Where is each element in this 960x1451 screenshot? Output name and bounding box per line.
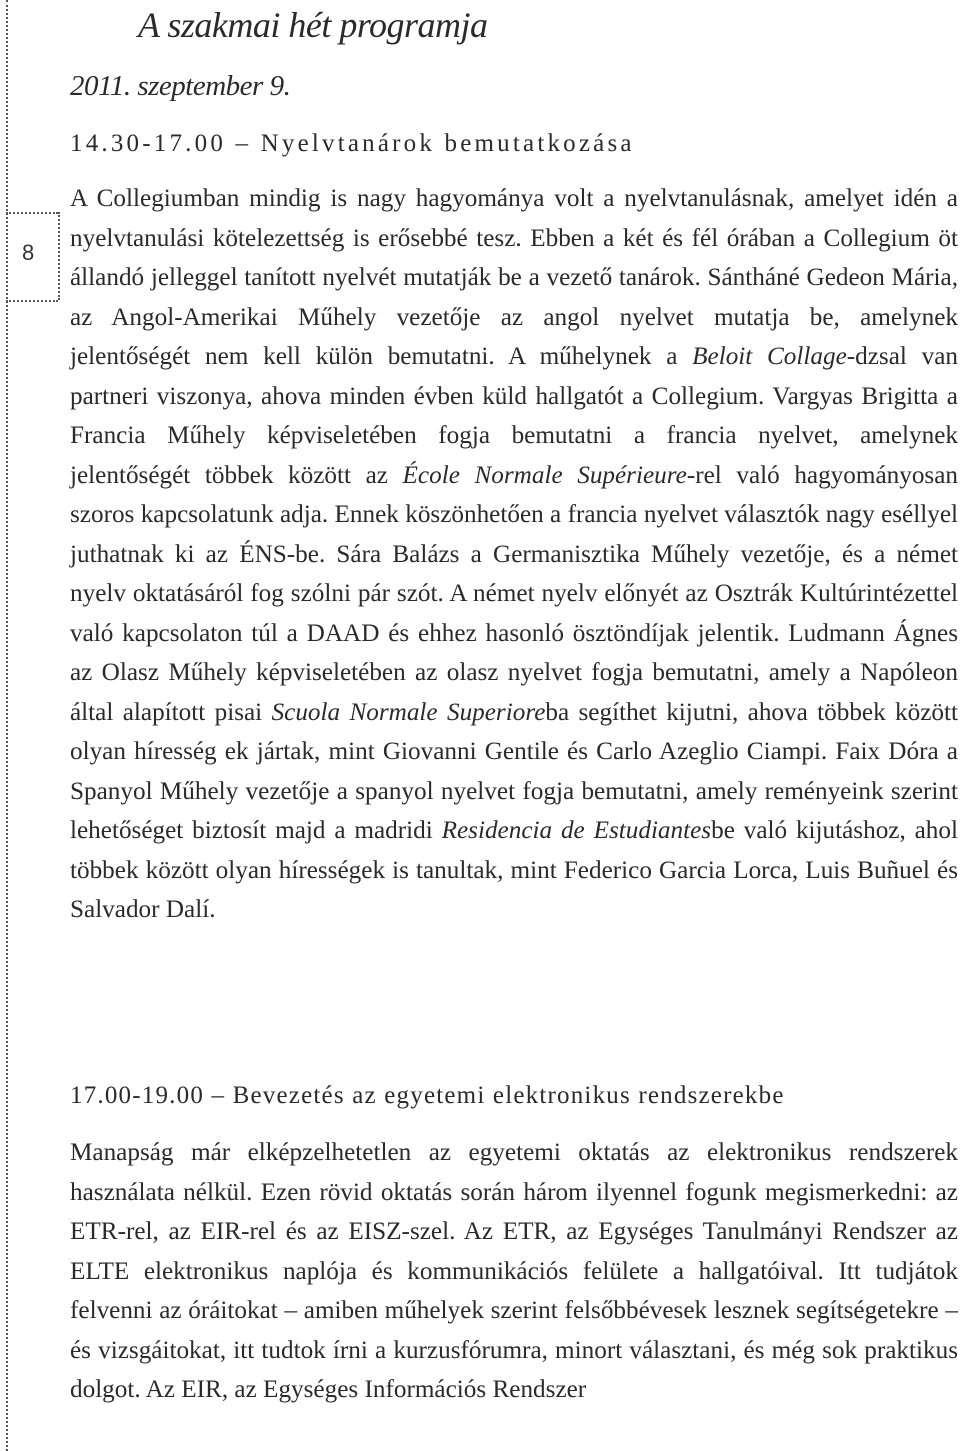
text-run-italic: Beloit Collage	[692, 343, 847, 370]
page-tab-bottom-border	[6, 300, 58, 302]
program-date: 2011. szeptember 9.	[70, 70, 291, 102]
text-run: Manapság már elképzelhetetlen az egyetemi oktatás az elektronikus rendszerek használata nélkül. Ezen rövid oktatás során három ilyennel fogunk megismerkedni: az ETR-rel, az EIR-rel és az EISZ-szel. Az ETR, az Egységes Tanulmányi Rendszer az ELTE elektronikus naplója és kommunikációs felülete a hallgatóival. Itt tudjátok felvenni az óráitokat – amiben műhelyek szerint felsőbbévesek lesznek segítségetekre – és vizsgáitokat, itt tudtok írni a kurzusfórumra, minort választani, és még sok praktikus dolgot. Az EIR, az Egységes Információs Rendszer	[70, 1139, 958, 1403]
page-heading: A szakmai hét programja	[138, 5, 488, 45]
page-tab-side-border	[58, 212, 60, 300]
text-run-italic: Residencia de Estudiantes	[441, 817, 712, 844]
text-run-italic: Scuola Normale Superiore	[271, 698, 546, 726]
session-description-electronic-systems	[70, 1133, 958, 1410]
session-description-language-teachers	[70, 179, 958, 930]
text-run: -rel való hagyományosan szoros kapcsolatunk adja. Ennek köszönhetően a francia nyelvet választók nagy eséllyel juthatnak ki az ÉNS-be. Sára Balázs a Germanisztika Műhely vezetője, és a német nyelv oktatásáról fog szólni pár szót. A német nyelv előnyét az Osztrák Kultúrintézettel való kapcsolaton túl a DAAD és ehhez hasonló ösztöndíjak jelentik. Ludmann Ágnes az Olasz Műhely képviseletében az olasz nyelvet fogja bemutatni, amely a Napóleon által alapított pisai	[70, 461, 958, 726]
text-run: be való kijutáshoz, ahol többek között olyan hírességek is tanultak, mint Federico Garcia Lorca, Luis Buñuel és Salvador Dalí.	[70, 817, 958, 923]
text-run: A Collegiumban mindig is nagy hagyománya volt a nyelvtanulásnak, amelyet idén a nyelvtanulási kötelezettség is erősebbé tesz. Ebben a két és fél órában a Collegium öt állandó jelleggel tanított nyelvét mutatják be a vezető tanárok. Sántháné Gedeon Mária, az Angol-Amerikai Műhely vezetője az angol nyelvet mutatja be, amelynek jelentőségét nem kell külön bemutatni. A műhelynek a	[70, 185, 958, 370]
text-run: -dzsal van partneri viszonya, ahova minden évben küld hallgatót a Collegium. Vargyas Brigitta a Francia Műhely képviseletében fogja bemutatni a francia nyelvet, amelynek jelentőségét többek között az	[70, 343, 958, 489]
page-tab-top-border	[6, 212, 58, 214]
text-run-italic: École Normale Supérieure	[402, 461, 687, 489]
page-number: 8	[22, 240, 35, 265]
session-title-electronic-systems: 17.00-19.00 – Bevezetés az egyetemi elektronikus rendszerekbe	[70, 1082, 785, 1109]
page-left-dotted-border	[6, 0, 8, 1451]
text-run: ba segíthet kijutni, ahova többek között olyan híresség ek jártak, mint Giovanni Gentile és Carlo Azeglio Ciampi. Faix Dóra a Spanyol Műhely vezetője a spanyol nyelvet fogja bemutatni, amely reményeink szerint lehetőséget biztosít majd a madridi	[70, 698, 958, 844]
session-title-language-teachers: 14.30-17.00 – Nyelvtanárok bemutatkozása	[70, 130, 635, 157]
